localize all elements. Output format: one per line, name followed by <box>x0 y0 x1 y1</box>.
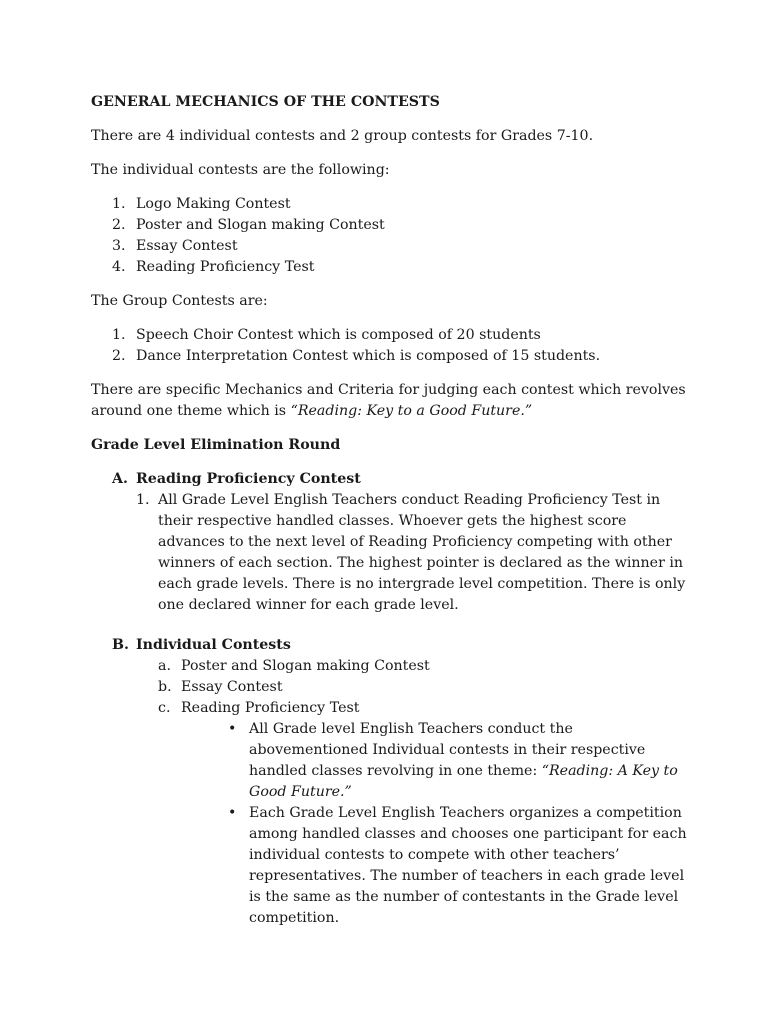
bullet-icon: • <box>228 721 237 737</box>
section-a <box>91 469 691 616</box>
bullet-item <box>91 719 691 803</box>
list-item <box>91 215 691 236</box>
theme-lead-text: There are specific Mechanics and Criteria for judging each contest which revolves around one theme which is <box>91 382 686 419</box>
bullet-theme-text: “Reading: A Key to Good Future.” <box>249 763 678 800</box>
section-b <box>91 635 691 929</box>
document-title: GENERAL MECHANICS OF THE CONTESTS <box>91 94 440 110</box>
section-title-text: Individual Contests <box>136 637 291 653</box>
section-b-list <box>91 656 691 719</box>
list-item-text: Essay Contest <box>136 238 238 254</box>
list-item <box>91 257 691 278</box>
list-item <box>91 236 691 257</box>
list-item-text: Poster and Slogan making Contest <box>136 217 385 233</box>
list-item <box>91 677 691 698</box>
intro-paragraph: There are 4 individual contests and 2 group contests for Grades 7-10. <box>91 128 594 144</box>
list-number: 2. <box>112 348 126 364</box>
list-number: 3. <box>112 238 126 254</box>
bullet-text: All Grade level English Teachers conduct the abovementioned Individual contests in their respective handled classes revolving in one theme: <box>249 721 646 779</box>
list-item-text: Essay Contest <box>181 679 283 695</box>
list-item <box>91 698 691 719</box>
bullet-text: Each Grade Level English Teachers organizes a competition among handled classes and chooses one participant for each individual contests to compete with other teachers’ representatives. The number of teachers in each grade level is the same as the number of contestants in the Grade level competition. <box>249 805 687 926</box>
list-number: 2. <box>112 217 126 233</box>
section-letter: A. <box>112 471 128 487</box>
list-number: 1. <box>112 327 126 343</box>
list-letter: b. <box>158 679 172 695</box>
list-item-text: Speech Choir Contest which is composed of 20 students <box>136 327 541 343</box>
list-item <box>91 325 691 346</box>
list-number: 1. <box>112 196 126 212</box>
list-number: 1. <box>136 492 150 508</box>
section-b-bullets <box>91 719 691 929</box>
section-title-text: Reading Proficiency Contest <box>136 471 361 487</box>
section-letter: B. <box>112 637 129 653</box>
theme-paragraph <box>91 380 691 422</box>
list-item <box>91 490 691 616</box>
individual-intro: The individual contests are the following: <box>91 162 390 178</box>
round-title: Grade Level Elimination Round <box>91 437 341 453</box>
section-a-list <box>91 490 691 616</box>
list-number: 4. <box>112 259 126 275</box>
list-letter: c. <box>158 700 171 716</box>
list-letter: a. <box>158 658 171 674</box>
list-item-text: All Grade Level English Teachers conduct Reading Proficiency Test in their respective handled classes. Whoever gets the highest score advances to the next level of Reading Proficiency competing with other winners of each section. The highest pointer is declared as the winner in each grade levels. There is no intergrade level competition. There is only one declared winner for each grade level. <box>158 492 686 613</box>
section-b-title <box>91 635 691 656</box>
group-contest-list <box>91 325 691 367</box>
list-item-text: Dance Interpretation Contest which is composed of 15 students. <box>136 348 601 364</box>
bullet-icon: • <box>228 805 237 821</box>
list-item <box>91 194 691 215</box>
document-page <box>91 92 691 948</box>
theme-text: “Reading: Key to a Good Future.” <box>290 403 533 419</box>
group-intro: The Group Contests are: <box>91 293 268 309</box>
individual-contest-list <box>91 194 691 278</box>
list-item-text: Poster and Slogan making Contest <box>181 658 430 674</box>
list-item <box>91 656 691 677</box>
list-item <box>91 346 691 367</box>
bullet-item <box>91 803 691 929</box>
list-item-text: Reading Proficiency Test <box>136 259 315 275</box>
list-item-text: Logo Making Contest <box>136 196 291 212</box>
section-a-title <box>91 469 691 490</box>
list-item-text: Reading Proficiency Test <box>181 700 360 716</box>
